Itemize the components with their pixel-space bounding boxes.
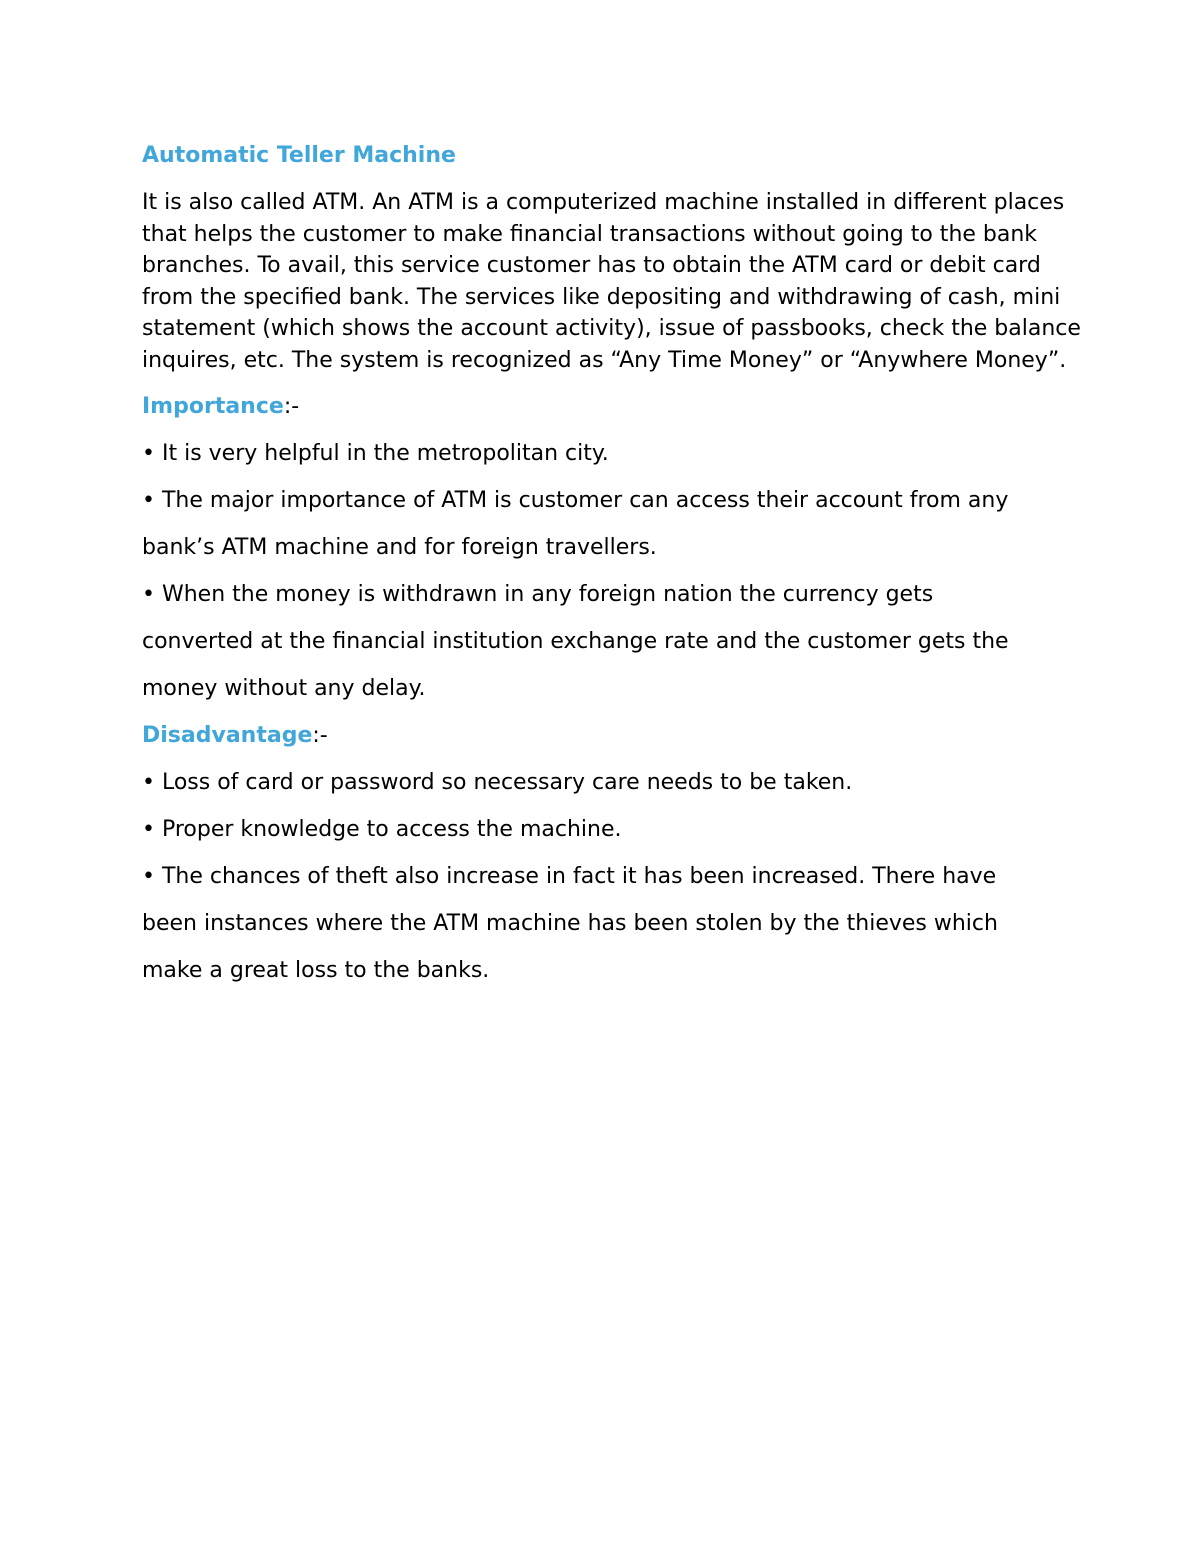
importance-line-6: money without any delay. xyxy=(142,676,426,701)
importance-line-4: • When the money is withdrawn in any foreign nation the currency gets xyxy=(142,582,934,607)
importance-heading-suffix: :- xyxy=(283,394,300,419)
disadvantage-heading: Disadvantage xyxy=(142,723,313,748)
importance-line-5: converted at the financial institution exchange rate and the customer gets the xyxy=(142,629,1009,654)
disadvantage-line-3: • The chances of theft also increase in fact it has been increased. There have xyxy=(142,864,997,889)
document-page xyxy=(142,140,1082,1002)
disadvantage-line-5: make a great loss to the banks. xyxy=(142,958,490,983)
importance-heading: Importance xyxy=(142,394,284,419)
document-title: Automatic Teller Machine xyxy=(142,143,456,168)
disadvantage-heading-suffix: :- xyxy=(312,723,328,748)
disadvantage-line-2: • Proper knowledge to access the machine. xyxy=(142,817,622,842)
importance-heading-line xyxy=(142,391,1082,423)
importance-line-1: • It is very helpful in the metropolitan city. xyxy=(142,441,609,466)
disadvantage-line-1: • Loss of card or password so necessary care needs to be taken. xyxy=(142,770,853,795)
disadvantage-heading-line xyxy=(142,720,1082,752)
intro-paragraph: It is also called ATM. An ATM is a computerized machine installed in different places that helps the customer to make financial transactions without going to the bank branches. To avail, this service customer has to obtain the ATM card or debit card from the specified bank. The services like depositing and withdrawing of cash, mini statement (which shows the account activity), issue of passbooks, check the balance inquires, etc. The system is recognized as “Any Time Money” or “Anywhere Money”. xyxy=(142,190,1081,373)
disadvantage-line-4: been instances where the ATM machine has been stolen by the thieves which xyxy=(142,911,998,936)
importance-line-2: • The major importance of ATM is customer can access their account from any xyxy=(142,488,1009,513)
importance-line-3: bank’s ATM machine and for foreign travellers. xyxy=(142,535,657,560)
